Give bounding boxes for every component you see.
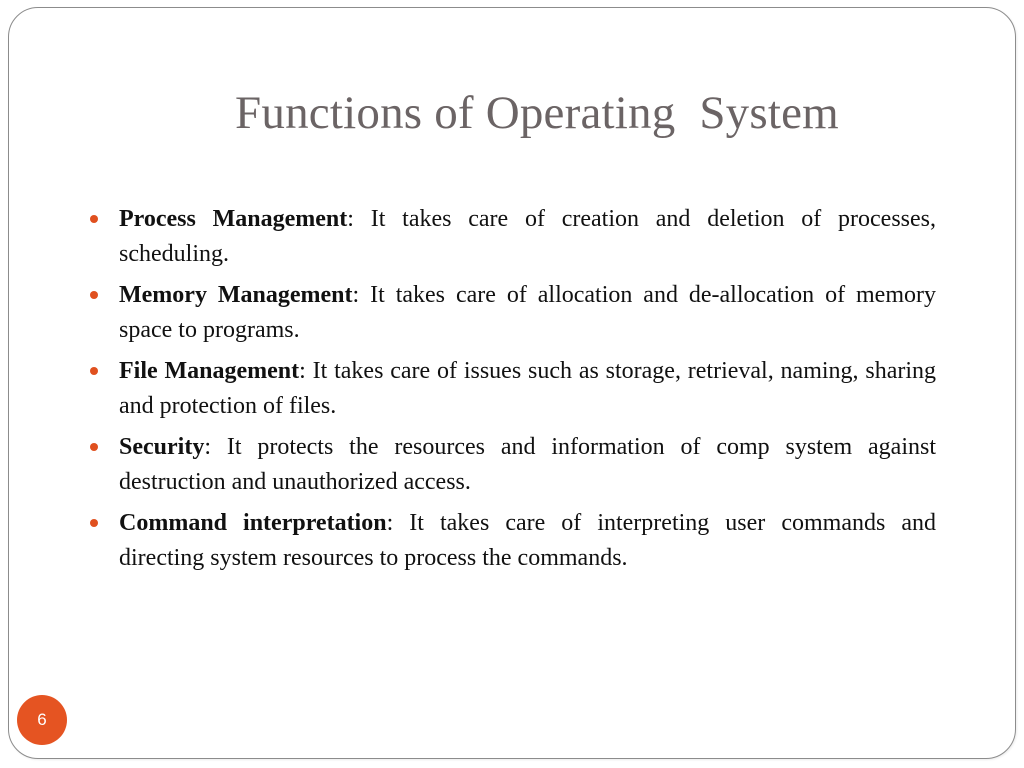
bullet-item-command-interpretation bbox=[90, 506, 936, 576]
page-number-badge: 6 bbox=[17, 695, 67, 745]
bullet-text: : It takes care of interpreting user commands and directing system resources to process the commands. bbox=[119, 510, 936, 571]
bullet-term: Process Management bbox=[119, 206, 348, 232]
bullet-text: : It takes care of issues such as storage, retrieval, naming, sharing and protection of files. bbox=[119, 358, 937, 419]
bullet-item-memory-management bbox=[90, 278, 936, 348]
bullet-dot-icon bbox=[90, 291, 98, 299]
bullet-term: Memory Management bbox=[119, 282, 353, 308]
bullet-text: : It takes care of creation and deletion of processes, scheduling. bbox=[119, 206, 937, 267]
bullet-dot-icon bbox=[90, 519, 98, 527]
bullet-term: Security bbox=[119, 434, 205, 460]
bullet-dot-icon bbox=[90, 367, 98, 375]
bullet-term: File Management bbox=[119, 358, 300, 384]
bullet-text: : It protects the resources and information of comp system against destruction and unauthorized access. bbox=[119, 434, 936, 495]
bullet-term: Command interpretation bbox=[119, 510, 387, 536]
bullet-text: : It takes care of allocation and de-allocation of memory space to programs. bbox=[119, 282, 936, 343]
bullet-list bbox=[90, 202, 936, 582]
bullet-dot-icon bbox=[90, 215, 98, 223]
bullet-dot-icon bbox=[90, 443, 98, 451]
slide-title: Functions of Operating System bbox=[235, 87, 839, 139]
bullet-item-process-management bbox=[90, 202, 936, 272]
bullet-item-security bbox=[90, 430, 936, 500]
bullet-item-file-management bbox=[90, 354, 936, 424]
